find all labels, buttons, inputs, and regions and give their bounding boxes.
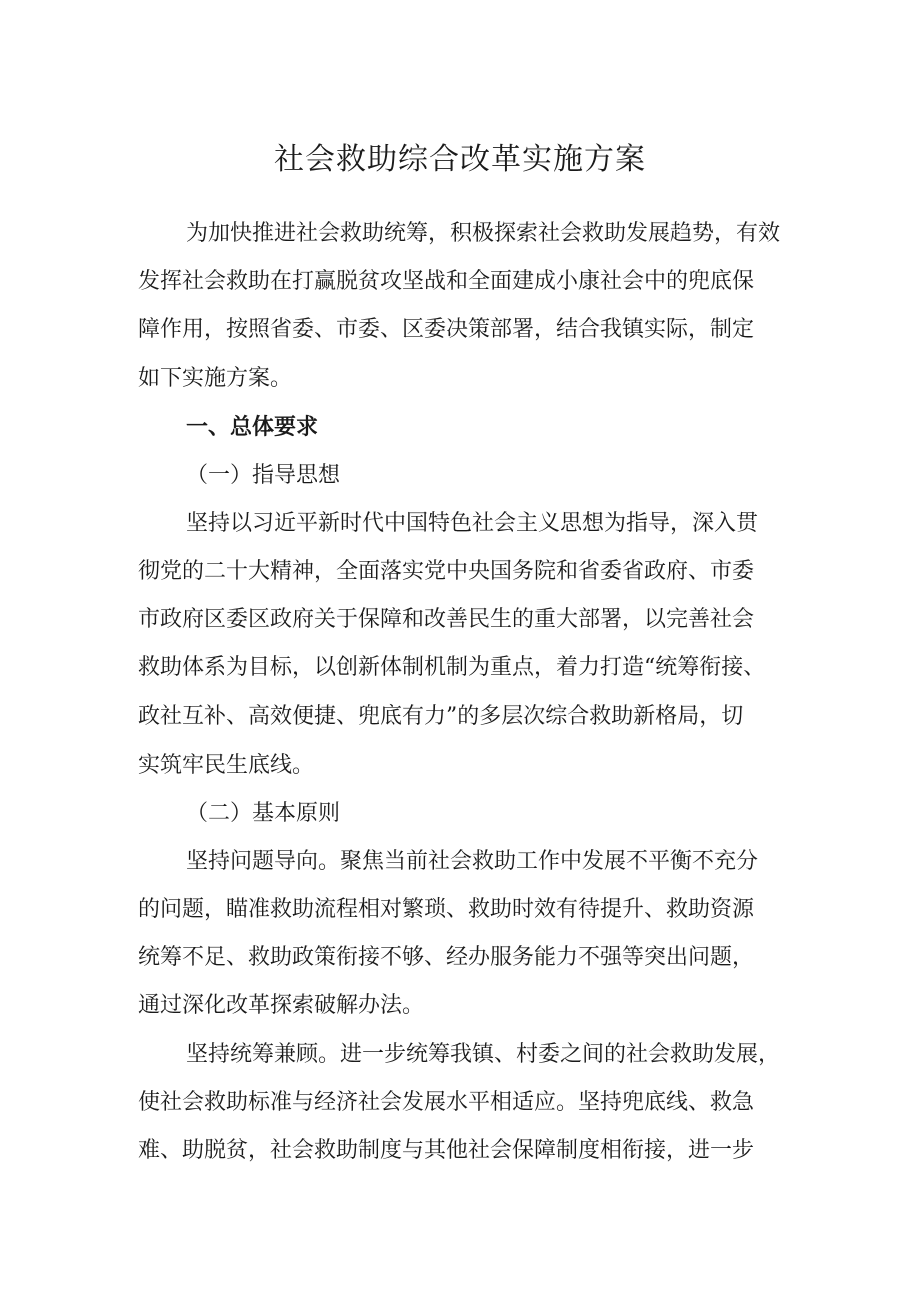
paragraph-line: 为加快推进社会救助统筹，积极探索社会救助发展趋势，有效 bbox=[186, 221, 781, 246]
paragraph-line: 统筹不足、救助政策衔接不够、经办服务能力不强等突出问题， bbox=[138, 945, 755, 970]
subsection-heading: （一）指导思想 bbox=[186, 463, 341, 488]
section-heading: 一、总体要求 bbox=[186, 415, 319, 440]
paragraph-line: 坚持以习近平新时代中国特色社会主义思想为指导，深入贯 bbox=[186, 511, 759, 536]
paragraph-line: 通过深化改革探索破解办法。 bbox=[138, 993, 425, 1018]
paragraph-line: 政社互补、高效便捷、兜底有力”的多层次综合救助新格局，切 bbox=[138, 704, 744, 729]
document-title: 社会救助综合改革实施方案 bbox=[274, 142, 646, 177]
paragraph-line: 难、助脱贫，社会救助制度与其他社会保障制度相衔接，进一步 bbox=[138, 1138, 755, 1163]
paragraph-line: 救助体系为目标，以创新体制机制为重点，着力打造“统筹衔接、 bbox=[138, 655, 766, 680]
paragraph-line: 坚持统筹兼顾。进一步统筹我镇、村委之间的社会救助发展， bbox=[186, 1042, 781, 1067]
paragraph-line: 障作用，按照省委、市委、区委决策部署，结合我镇实际，制定 bbox=[138, 317, 755, 342]
paragraph-line: 使社会救助标准与经济社会发展水平相适应。坚持兜底线、救急 bbox=[138, 1090, 755, 1115]
paragraph-line: 实筑牢民生底线。 bbox=[138, 753, 315, 778]
paragraph-line: 如下实施方案。 bbox=[138, 366, 293, 391]
paragraph-line: 发挥社会救助在打赢脱贫攻坚战和全面建成小康社会中的兜底保 bbox=[138, 269, 755, 294]
paragraph-line: 的问题，瞄准救助流程相对繁琐、救助时效有待提升、救助资源 bbox=[138, 897, 755, 922]
paragraph-line: 彻党的二十大精神，全面落实党中央国务院和省委省政府、市委 bbox=[138, 559, 755, 584]
subsection-heading: （二）基本原则 bbox=[186, 801, 341, 826]
paragraph-line: 坚持问题导向。聚焦当前社会救助工作中发展不平衡不充分 bbox=[186, 849, 759, 874]
paragraph-line: 市政府区委区政府关于保障和改善民生的重大部署，以完善社会 bbox=[138, 607, 755, 632]
